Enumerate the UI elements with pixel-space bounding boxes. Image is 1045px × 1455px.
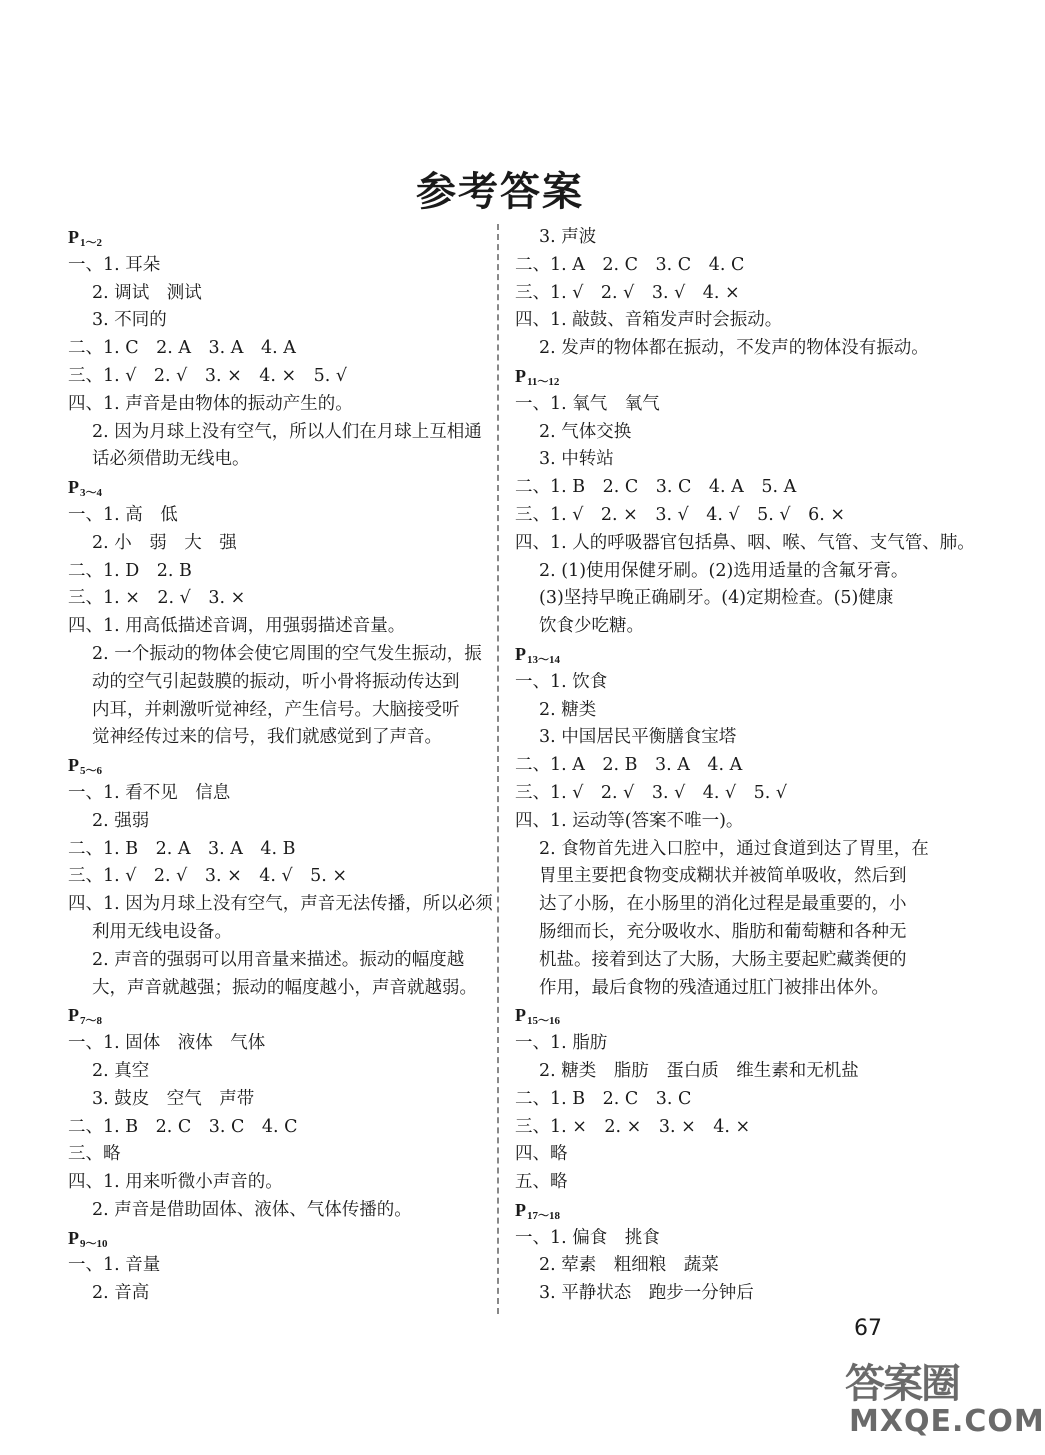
answer-line: 三、1. √ 2. √ 3. √ 4. × (515, 282, 740, 303)
answer-line: 2. 一个振动的物体会使它周围的空气发生振动，振 (92, 643, 482, 664)
answer-line: 2. 糖类 (539, 699, 597, 720)
answer-line: 机盐。接着到达了大肠，大肠主要起贮藏粪便的 (539, 949, 907, 970)
answer-line: 3. 中转站 (539, 449, 614, 470)
answer-line: 四、1. 因为月球上没有空气，声音无法传播，所以必须 (68, 894, 493, 915)
answer-line: 一、1. 脂肪 (515, 1033, 608, 1054)
section-heading-letter: P (515, 1199, 526, 1220)
watermark-logo (845, 1352, 1045, 1447)
answer-line: 一、1. 看不见 信息 (68, 782, 231, 803)
answer-line: 三、1. √ 2. √ 3. × 4. × 5. √ (68, 365, 348, 386)
answer-line: 三、1. √ 2. × 3. √ 4. √ 5. √ 6. × (515, 504, 845, 525)
section-heading (515, 363, 935, 391)
section-heading (515, 1002, 935, 1030)
answer-line: 肠细而长，充分吸收水、脂肪和葡萄糖和各种无 (539, 921, 907, 942)
watermark-cn: 答案圈 (845, 1361, 959, 1407)
answer-line: 四、1. 用高低描述音调，用强弱描述音量。 (68, 616, 406, 637)
answer-line: 一、1. 耳朵 (68, 254, 161, 275)
answer-line: 三、1. √ 2. √ 3. √ 4. √ 5. √ (515, 782, 788, 803)
answer-line: 四、1. 敲鼓、音箱发声时会振动。 (515, 310, 783, 331)
column-divider (497, 224, 499, 1314)
section-heading-range: 17～18 (527, 1209, 560, 1222)
section-heading (515, 641, 935, 669)
section-heading (68, 752, 488, 780)
answer-line: 2. 音高 (92, 1283, 150, 1304)
section-heading (68, 1002, 488, 1030)
section-heading-letter: P (515, 643, 526, 664)
section-heading-letter: P (68, 1005, 79, 1026)
answer-line: 四、略 (515, 1144, 568, 1165)
answer-line: 2. 声音是借助固体、液体、气体传播的。 (92, 1199, 412, 1220)
answer-line: 四、1. 声音是由物体的振动产生的。 (68, 393, 353, 414)
answer-line: 一、1. 固体 液体 气体 (68, 1033, 266, 1054)
answer-line: 2. 真空 (92, 1060, 150, 1081)
section-heading-letter: P (515, 365, 526, 386)
answer-line: 二、1. A 2. C 3. C 4. C (515, 254, 745, 275)
answer-line: 2. 糖类 脂肪 蛋白质 维生素和无机盐 (539, 1060, 859, 1081)
section-heading-range: 5～6 (80, 765, 102, 778)
answer-line: 2. 发声的物体都在振动，不发声的物体没有振动。 (539, 338, 929, 359)
answer-line: 作用，最后食物的残渣通过肛门被排出体外。 (539, 977, 889, 998)
answer-line: 2. 小 弱 大 强 (92, 532, 237, 553)
answer-line: 2. 食物首先进入口腔中，通过食道到达了胃里，在 (539, 838, 929, 859)
answer-line: 达了小肠，在小肠里的消化过程是最重要的，小 (539, 894, 907, 915)
answer-line: 一、1. 氧气 氧气 (515, 393, 660, 414)
answer-line: 一、1. 饮食 (515, 671, 608, 692)
answer-line: 3. 不同的 (92, 310, 167, 331)
page-title: 参考答案 (416, 169, 584, 215)
section-heading (515, 1197, 935, 1225)
answer-line: 一、1. 偏食 挑食 (515, 1227, 660, 1248)
answer-line: 3. 平静状态 跑步一分钟后 (539, 1283, 754, 1304)
section-heading-range: 9～10 (80, 1237, 108, 1250)
answer-column-right (515, 224, 975, 1308)
answer-line: 胃里主要把食物变成糊状并被简单吸收，然后到 (539, 866, 907, 887)
section-heading-range: 15～16 (527, 1015, 560, 1028)
answer-line: 二、1. B 2. A 3. A 4. B (68, 838, 296, 859)
answer-line: 内耳，并刺激听觉神经，产生信号。大脑接受听 (92, 699, 460, 720)
answer-line: 一、1. 音量 (68, 1255, 161, 1276)
answer-line: 二、1. D 2. B (68, 560, 192, 581)
answer-line: 二、1. B 2. C 3. C 4. C (68, 1116, 298, 1137)
answer-line: 三、略 (68, 1144, 121, 1165)
answer-line: 2. 调试 测试 (92, 282, 202, 303)
section-heading (68, 474, 488, 502)
answer-line: 3. 声波 (539, 227, 597, 247)
answer-line: 二、1. A 2. B 3. A 4. A (515, 755, 743, 776)
answer-column-left (68, 224, 493, 1308)
section-heading (68, 224, 488, 252)
answer-line: 四、1. 人的呼吸器官包括鼻、咽、喉、气管、支气管、肺。 (515, 532, 975, 553)
answer-line: 3. 中国居民平衡膳食宝塔 (539, 727, 737, 748)
answer-line: 2. 声音的强弱可以用音量来描述。振动的幅度越 (92, 949, 465, 970)
answer-line: 2. 强弱 (92, 810, 150, 831)
section-heading-range: 3～4 (80, 487, 102, 500)
answer-line: 三、1. × 2. × 3. × 4. × (515, 1116, 751, 1137)
section-heading (68, 1225, 488, 1253)
answer-line: (3)坚持早晚正确刷牙。(4)定期检查。(5)健康 (539, 588, 894, 609)
answer-line: 2. 气体交换 (539, 421, 632, 442)
answer-line: 二、1. C 2. A 3. A 4. A (68, 338, 296, 359)
answer-line: 五、略 (515, 1172, 568, 1193)
section-heading-letter: P (68, 755, 79, 776)
section-heading-range: 13～14 (527, 653, 560, 666)
page-number: 67 (854, 1316, 882, 1341)
answer-line: 二、1. B 2. C 3. C 4. A 5. A (515, 477, 797, 498)
answer-line: 利用无线电设备。 (92, 921, 232, 942)
answer-line: 2. 因为月球上没有空气，所以人们在月球上互相通 (92, 421, 482, 442)
answer-line: 动的空气引起鼓膜的振动，听小骨将振动传达到 (92, 671, 460, 692)
answer-line: 3. 鼓皮 空气 声带 (92, 1088, 255, 1109)
answer-line: 话必须借助无线电。 (92, 449, 250, 470)
section-heading-letter: P (68, 477, 79, 498)
section-heading-range: 1～2 (80, 237, 102, 249)
section-heading-letter: P (68, 227, 79, 247)
section-heading-range: 7～8 (80, 1015, 102, 1028)
answer-line: 一、1. 高 低 (68, 504, 178, 525)
answer-line: 二、1. B 2. C 3. C (515, 1088, 692, 1109)
watermark-en: MXQE.COM (849, 1404, 1045, 1439)
answer-line: 四、1. 运动等(答案不唯一)。 (515, 810, 744, 831)
answer-line: 2. (1)使用保健牙刷。(2)选用适量的含氟牙膏。 (539, 560, 909, 581)
answer-line: 2. 荤素 粗细粮 蔬菜 (539, 1255, 719, 1276)
answer-line: 大，声音就越强；振动的幅度越小，声音就越弱。 (92, 977, 477, 998)
answer-line: 四、1. 用来听微小声音的。 (68, 1172, 283, 1193)
answer-line: 饮食少吃糖。 (539, 616, 644, 637)
section-heading-letter: P (68, 1227, 79, 1248)
section-heading-range: 11～12 (527, 375, 560, 388)
section-heading-letter: P (515, 1005, 526, 1026)
answer-line: 觉神经传过来的信号，我们就感觉到了声音。 (92, 727, 442, 748)
answer-line: 三、1. √ 2. √ 3. × 4. √ 5. × (68, 866, 348, 887)
answer-line: 三、1. × 2. √ 3. × (68, 588, 246, 609)
